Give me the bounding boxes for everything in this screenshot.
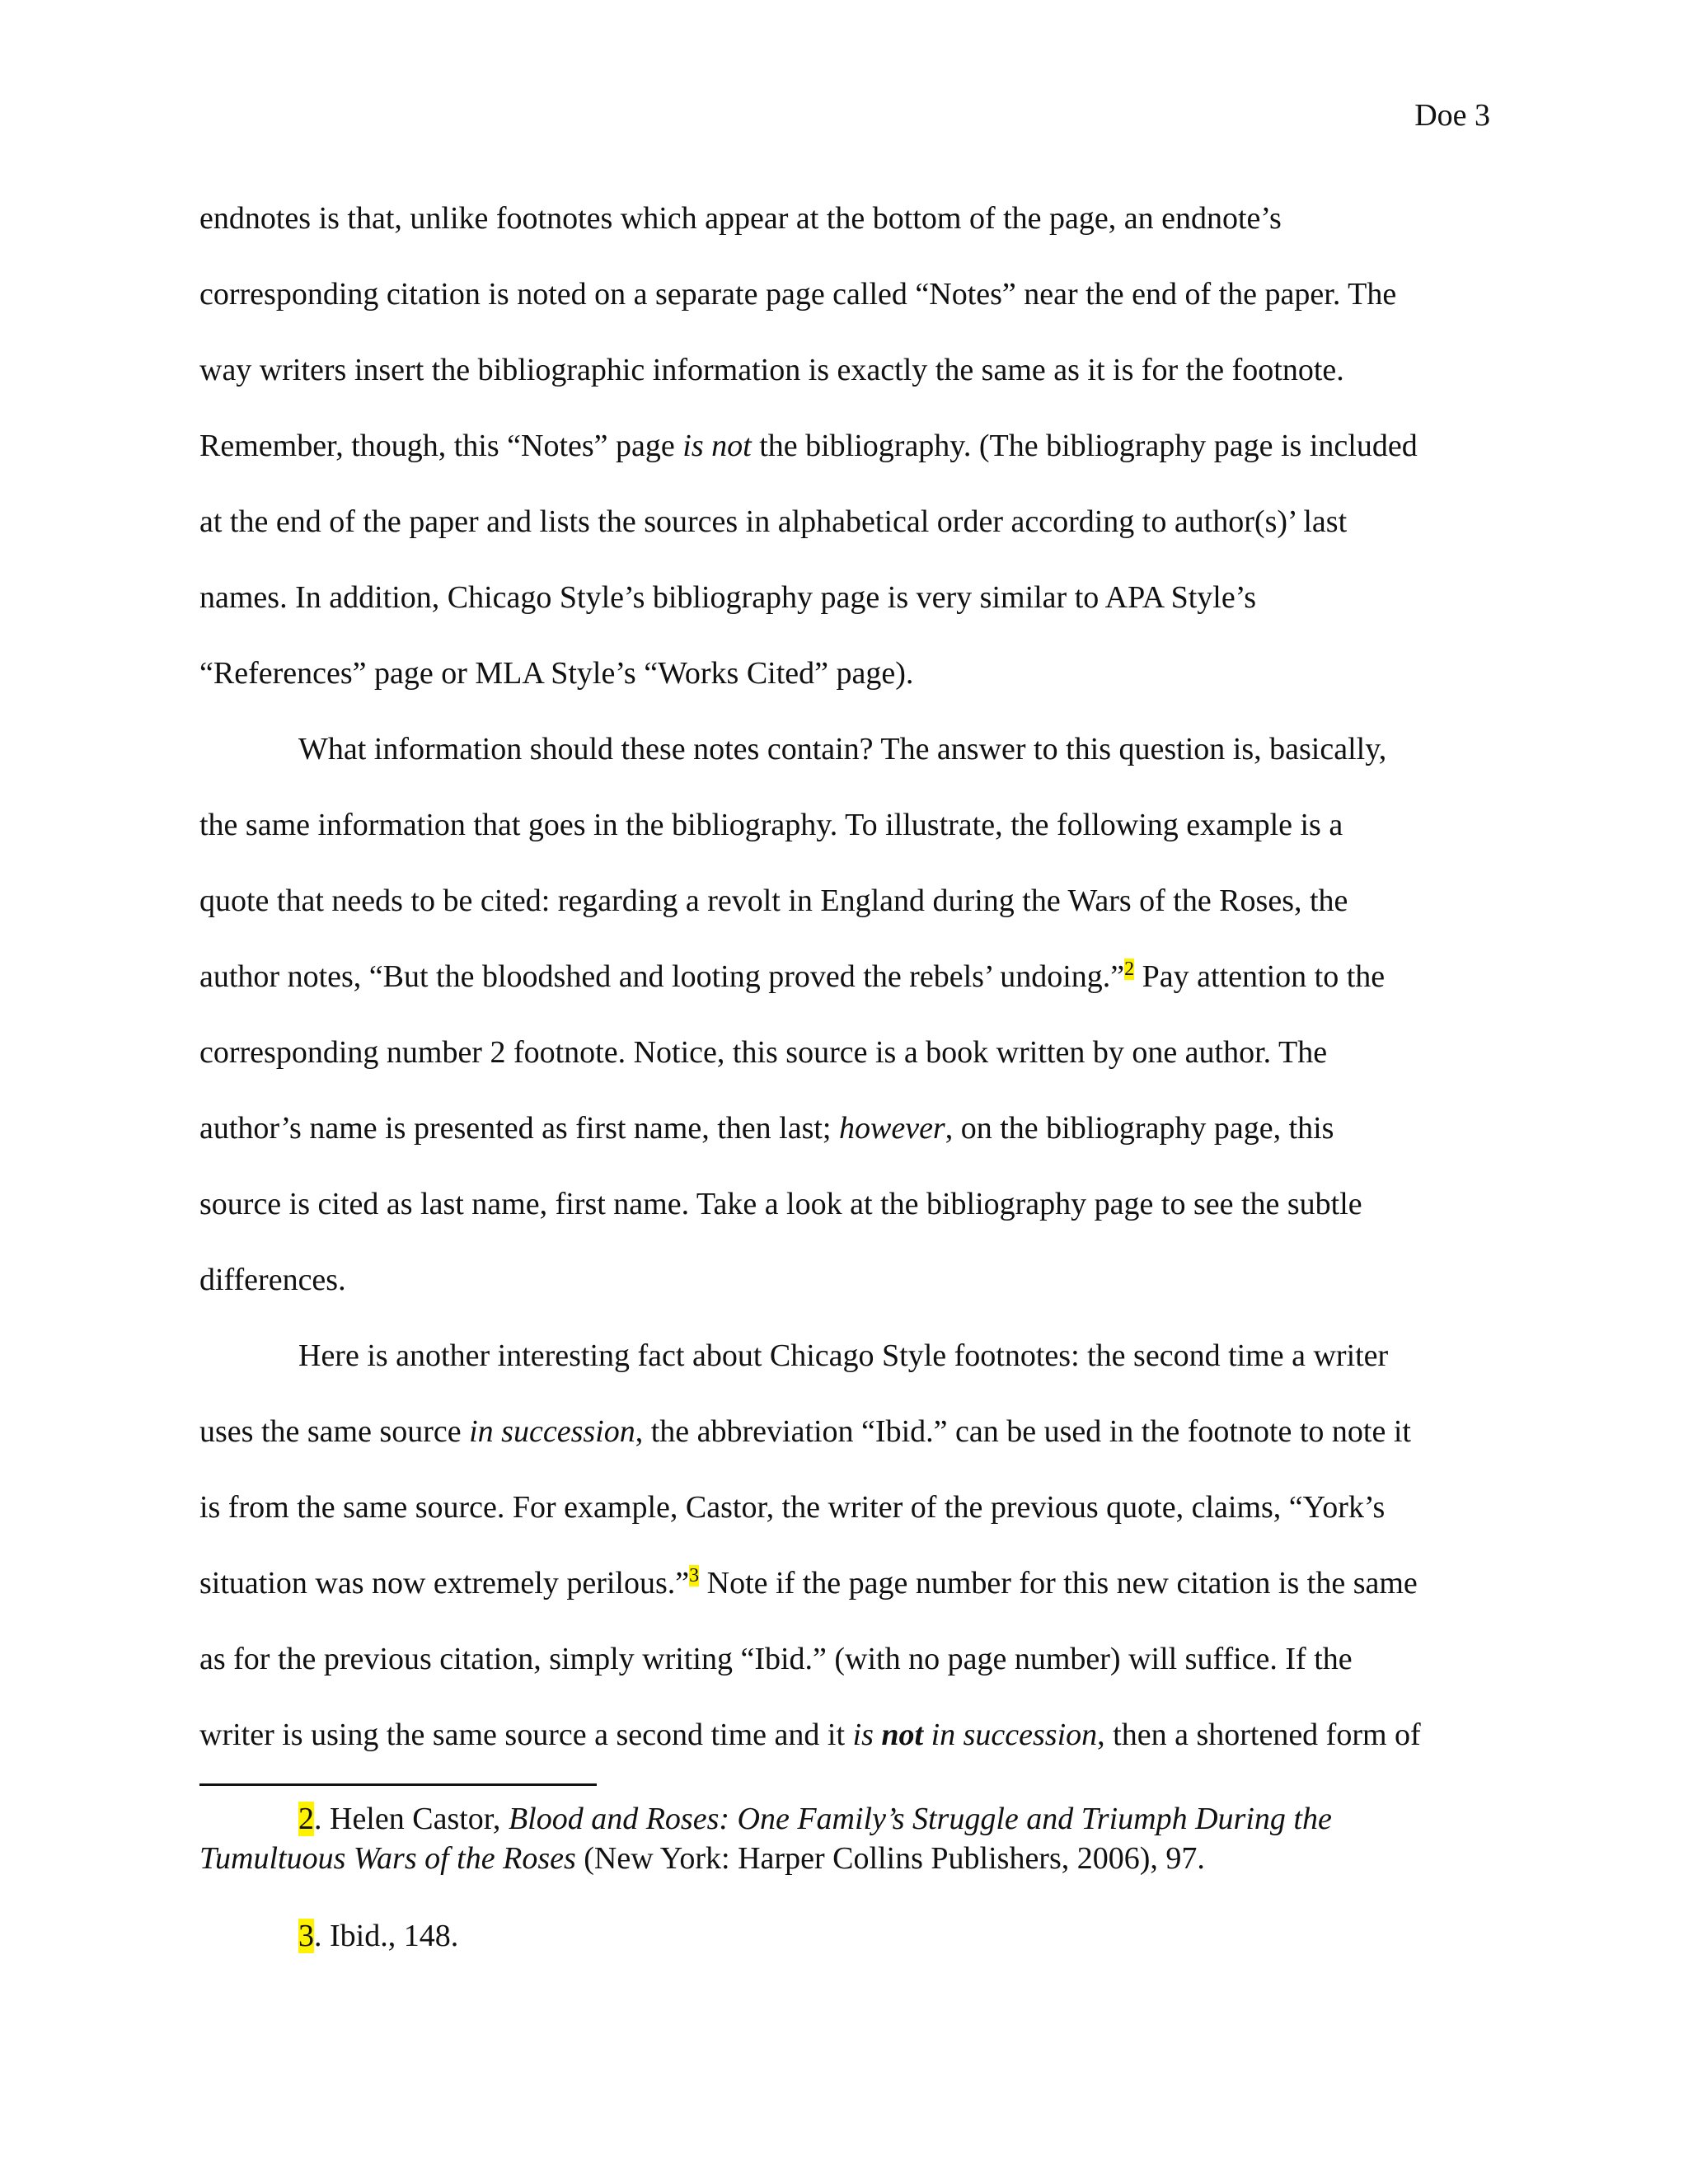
body-line (199, 1565, 1418, 1601)
body-line (199, 1416, 1411, 1447)
book-title: Blood and Roses: One Family’s Struggle and Triumph During the (508, 1802, 1332, 1836)
body-line: is from the same source. For example, Castor, the writer of the previous quote, claims, “York’s (199, 1490, 1386, 1525)
text-run: the bibliography. (The bibliography page is included (751, 429, 1418, 463)
body-line: as for the previous citation, simply writing “Ibid.” (with no page number) will suffice. If the (199, 1642, 1353, 1676)
body-line: names. In addition, Chicago Style’s bibliography page is very similar to APA Style’s (199, 580, 1257, 615)
text-run: , on the bibliography page, this (945, 1111, 1334, 1146)
emphasis-text: in succession (923, 1718, 1098, 1752)
body-line (199, 430, 1418, 462)
emphasis-text: in succession (469, 1414, 635, 1449)
body-line: “References” page or MLA Style’s “Works Cited” page). (199, 656, 914, 691)
book-title: Tumultuous Wars of the Roses (199, 1841, 576, 1876)
running-head: Doe 3 (1414, 98, 1490, 133)
text-run: . Helen Castor, (314, 1802, 509, 1836)
text-run: Pay attention to the (1134, 959, 1386, 994)
emphasis-text: however (838, 1111, 945, 1146)
body-line: quote that needs to be cited: regarding a revolt in England during the Wars of the Roses, the (199, 883, 1348, 918)
text-run: Remember, though, this “Notes” page (199, 429, 683, 463)
text-run: author’s name is presented as first name, then last; (199, 1111, 839, 1146)
paragraph-first-line: Here is another interesting fact about Chicago Style footnotes: the second time a writer (298, 1338, 1389, 1373)
emphasis-text: is (852, 1718, 882, 1752)
paragraph-first-line: What information should these notes contain? The answer to this question is, basically, (298, 732, 1387, 766)
footnote-2 (298, 1803, 1332, 1835)
footnote-separator (199, 1783, 597, 1786)
footnote-number: 2 (298, 1802, 314, 1836)
footnote-reference-3[interactable]: 3 (689, 1565, 700, 1586)
text-run: Note if the page number for this new citation is the same (699, 1566, 1418, 1601)
strong-emphasis-text: not (881, 1718, 924, 1752)
footnote-3 (298, 1920, 458, 1952)
emphasis-text: is not (682, 429, 752, 463)
body-line: the same information that goes in the bibliography. To illustrate, the following example is a (199, 808, 1343, 842)
body-line: differences. (199, 1263, 346, 1297)
text-run: author notes, “But the bloodshed and looting proved the rebels’ undoing.” (199, 959, 1125, 994)
body-line: at the end of the paper and lists the sources in alphabetical order according to author(s)’ last (199, 504, 1348, 539)
body-line: source is cited as last name, first name. Take a look at the bibliography page to see the subtle (199, 1187, 1362, 1221)
text-run: . Ibid., 148. (314, 1919, 459, 1953)
footnote-reference-2[interactable]: 2 (1124, 958, 1135, 980)
text-run: , then a shortened form of (1097, 1718, 1421, 1752)
body-line: corresponding number 2 footnote. Notice, this source is a book written by one author. The (199, 1035, 1328, 1070)
text-run: (New York: Harper Collins Publishers, 2006), 97. (575, 1841, 1205, 1876)
body-line: way writers insert the bibliographic information is exactly the same as it is for the footnote. (199, 353, 1344, 387)
body-line (199, 958, 1386, 994)
text-run: , the abbreviation “Ibid.” can be used in the footnote to note it (635, 1414, 1411, 1449)
text-run: uses the same source (199, 1414, 470, 1449)
body-line: endnotes is that, unlike footnotes which appear at the bottom of the page, an endnote’s (199, 201, 1282, 236)
body-line (199, 1113, 1334, 1144)
body-line: corresponding citation is noted on a separate page called “Notes” near the end of the paper. The (199, 277, 1397, 312)
footnote-2-continuation (199, 1843, 1205, 1874)
text-run: situation was now extremely perilous.” (199, 1566, 690, 1601)
body-line (199, 1719, 1421, 1750)
text-run: writer is using the same source a second time and it (199, 1718, 853, 1752)
footnote-number: 3 (298, 1919, 314, 1953)
